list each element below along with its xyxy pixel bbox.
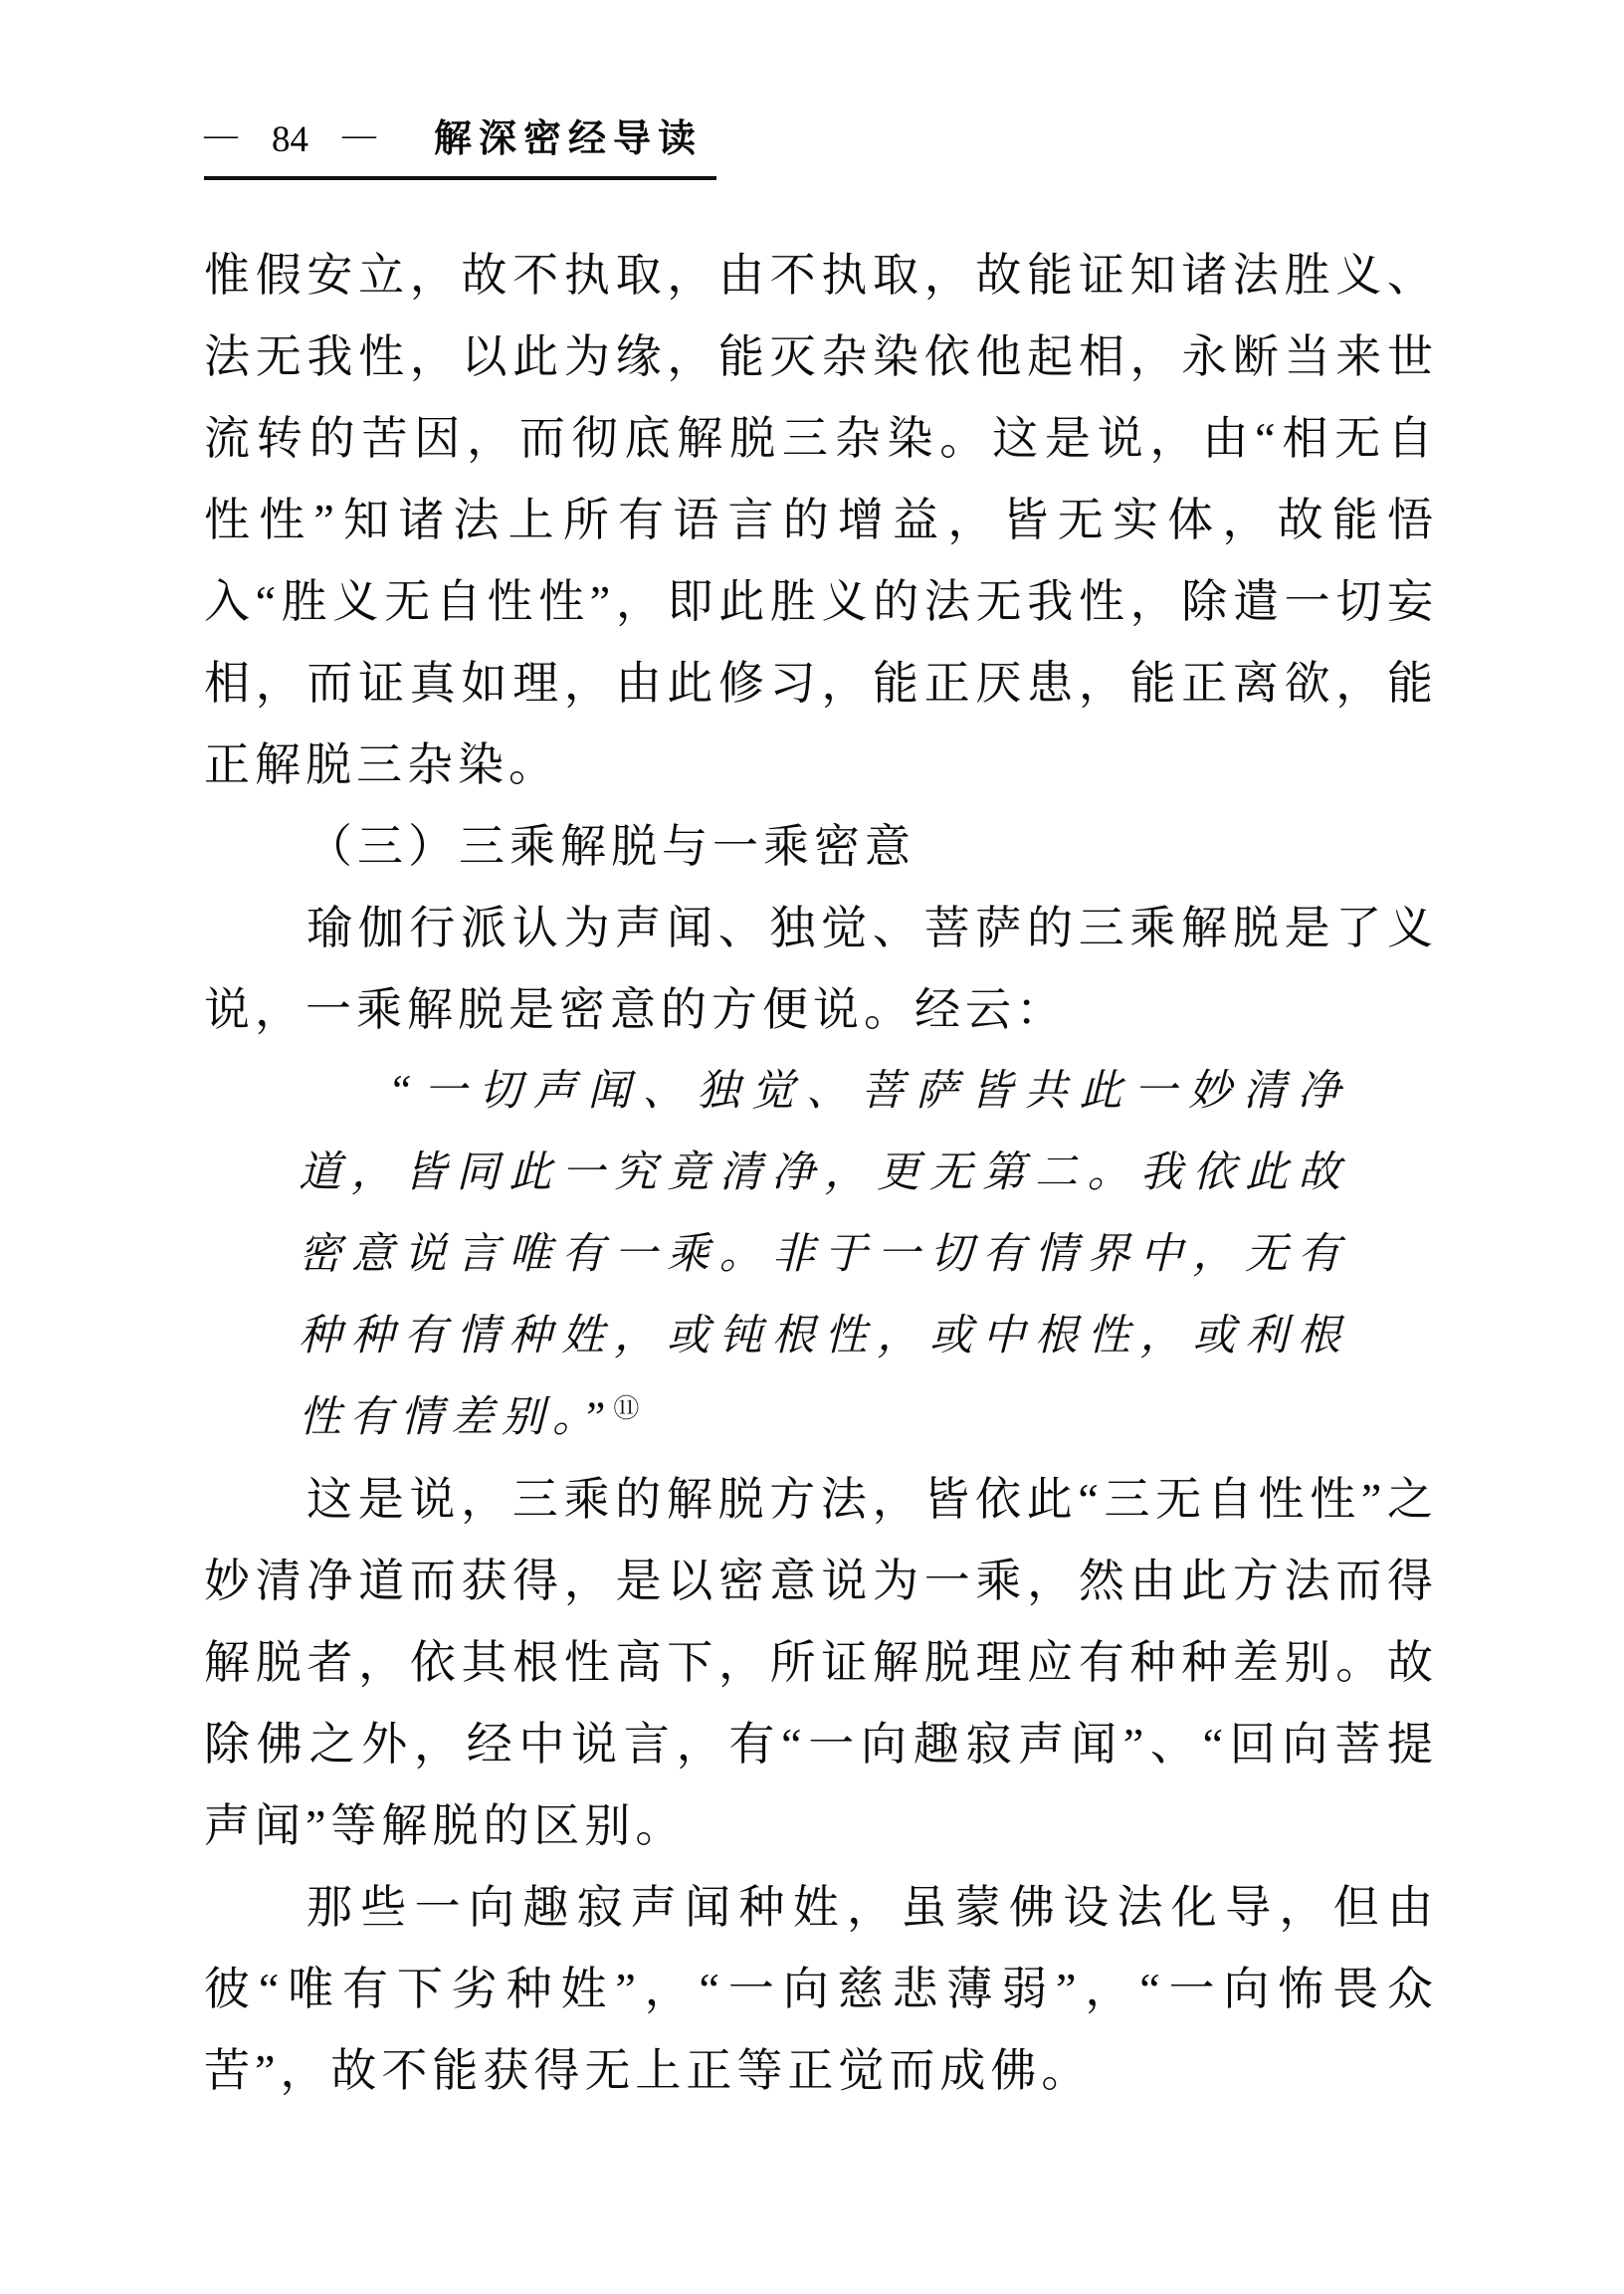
section-heading: （三）三乘解脱与一乘密意	[306, 821, 915, 872]
page-number-dash-right: —	[342, 116, 376, 153]
book-title: 解深密经导读	[434, 118, 704, 160]
paragraph: 惟假安立，故不执取，由不执取，故能证知诸法胜义、法无我性，以此为缘，能灭杂染依他起相，永断当来世流转的苦因，而彻底解脱三杂染。这是说，由“相无自性性”知诸法上所有语言的增益，皆无实体，故能悟入“胜义无自性性”，即此胜义的法无我性，除遣一切妄相，而证真如理，由此修习，能正厌患，能正离欲，能正解脱三杂染。	[204, 250, 1438, 790]
text-column	[204, 235, 1438, 2112]
footnote-marker: ⑪	[613, 1394, 640, 1423]
paragraph: 瑜伽行派认为声闻、独觉、菩萨的三乘解脱是了义说，一乘解脱是密意的方便说。经云：	[204, 903, 1438, 1035]
page-number: 84	[272, 119, 308, 160]
scripture-quote	[299, 1051, 1348, 1459]
paragraph: 那些一向趣寂声闻种姓，虽蒙佛设法化导，但由彼“唯有下劣种姓”，“一向慈悲薄弱”，“一向怖畏众苦”，故不能获得无上正等正觉而成佛。	[204, 1882, 1438, 2096]
running-head	[204, 107, 716, 180]
page-number-dash-left: —	[204, 116, 238, 153]
quote-text: “一切声闻、独觉、菩萨皆共此一妙清净道，皆同此一究竟清净，更无第二。我依此故密意说言唯有一乘。非于一切有情界中，无有种种有情种姓，或钝根性，或中根性，或利根性有情差别。”	[299, 1068, 1348, 1441]
paragraph: 这是说，三乘的解脱方法，皆依此“三无自性性”之妙清净道而获得，是以密意说为一乘，然由此方法而得解脱者，依其根性高下，所证解脱理应有种种差别。故除佛之外，经中说言，有“一向趣寂声闻”、“回向菩提声闻”等解脱的区别。	[204, 1474, 1438, 1851]
running-head-rule	[204, 107, 716, 180]
